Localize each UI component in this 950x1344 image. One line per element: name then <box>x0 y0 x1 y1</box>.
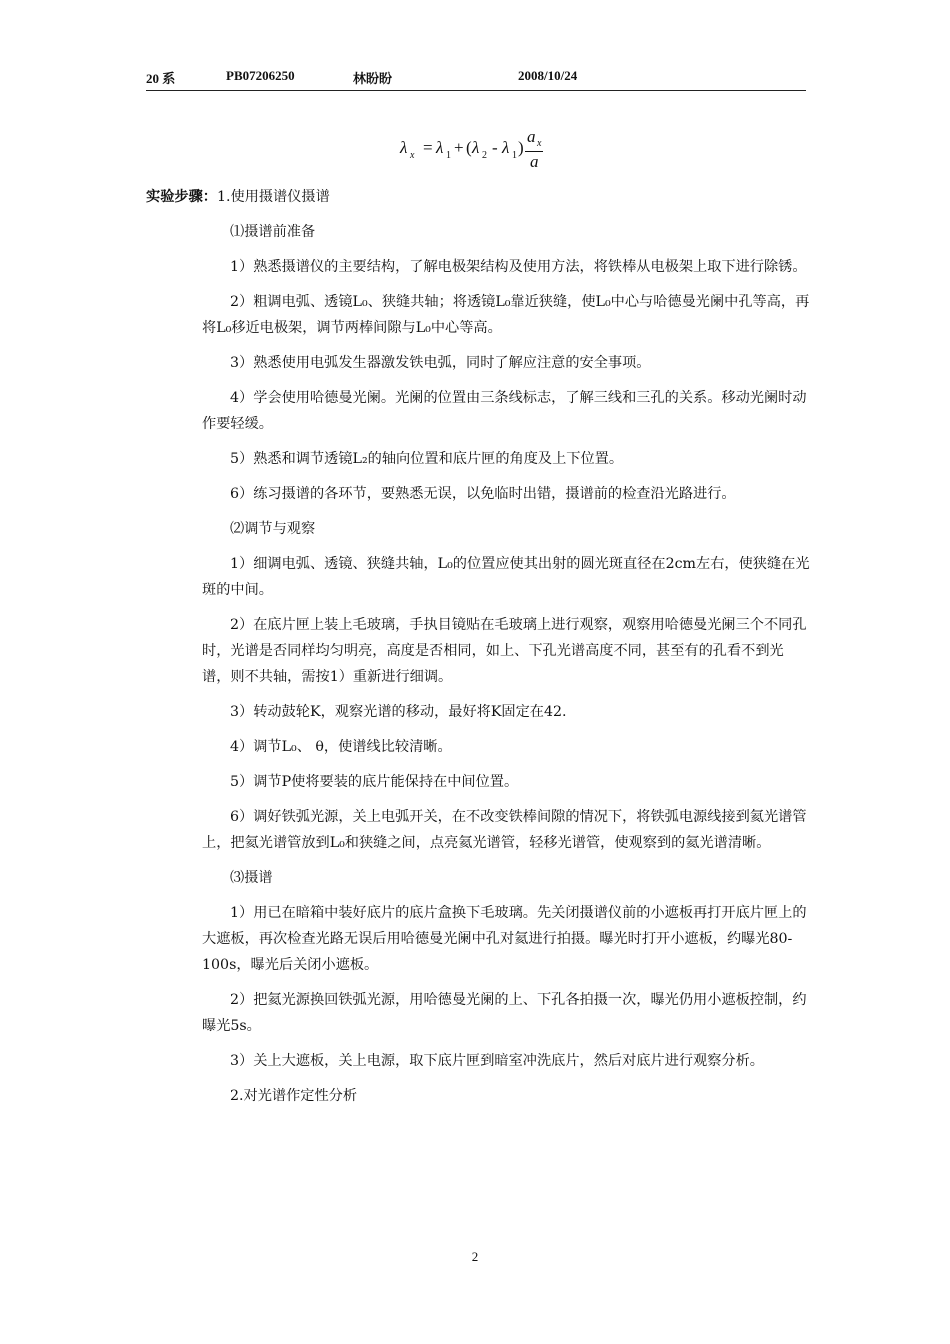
formula-term1: λ <box>436 138 444 157</box>
part1-item: 3）熟悉使用电弧发生器激发铁电弧，同时了解应注意的安全事项。 <box>230 355 651 371</box>
formula-term3-sub: 1 <box>512 150 517 161</box>
formula-lhs-sub: x <box>410 150 415 161</box>
wavelength-formula <box>396 124 566 176</box>
header-date: 2008/10/24 <box>518 68 578 83</box>
formula-open: ( <box>466 138 472 157</box>
formula-lhs: λ <box>400 138 408 157</box>
document-body <box>146 184 810 1109</box>
formula-eq: = <box>423 138 433 157</box>
part3-title: ⑶摄谱 <box>230 870 273 886</box>
part1-item: 5）熟悉和调节透镜L₂的轴向位置和底片匣的角度及上下位置。 <box>230 451 624 467</box>
part1-item: 4）学会使用哈德曼光阑。光阑的位置由三条线标志，了解三线和三孔的关系。移动光阑时动作要轻缓。 <box>202 390 807 432</box>
formula-term1-sub: 1 <box>446 150 451 161</box>
page-number: 2 <box>471 1249 479 1264</box>
part3-item: 2）把氦光源换回铁弧光源，用哈德曼光阑的上、下孔各拍摄一次，曝光仍用小遮板控制，约曝光5s。 <box>202 992 807 1034</box>
formula-plus: + <box>454 138 464 157</box>
part2-item: 4）调节L₀、 θ，使谱线比较清晰。 <box>230 739 452 755</box>
part1-item: 1）熟悉摄谱仪的主要结构，了解电极架结构及使用方法，将铁棒从电极架上取下进行除锈。 <box>230 259 807 275</box>
part2-title: ⑵调节与观察 <box>230 521 316 537</box>
section-label: 实验步骤： <box>146 189 217 205</box>
part2-item: 1）细调电弧、透镜、狭缝共轴，L₀的位置应使其出射的圆光斑直径在2cm左右，使狭缝在光斑的中间。 <box>202 556 810 598</box>
formula-denominator: a <box>530 152 539 171</box>
section2-title: 2.对光谱作定性分析 <box>230 1088 358 1104</box>
part2-item: 3）转动鼓轮K，观察光谱的移动，最好将K固定在42. <box>230 704 567 720</box>
formula-term2: λ <box>472 138 480 157</box>
part1-item: 6）练习摄谱的各环节，要熟悉无误，以免临时出错，摄谱前的检查沿光路进行。 <box>230 486 736 502</box>
section-title: 1.使用摄谱仪摄谱 <box>216 189 330 205</box>
formula-numerator: a <box>527 127 536 146</box>
part1-title: ⑴摄谱前准备 <box>230 224 316 240</box>
part3-item: 1）用已在暗箱中装好底片的底片盒换下毛玻璃。先关闭摄谱仪前的小遮板再打开底片匣上的大遮板，再次检查光路无误后用哈德曼光阑中孔对氦进行拍摄。曝光时打开小遮板，约曝光80-100s，曝光后关闭小遮板。 <box>202 905 807 973</box>
header-dept: 20 系 <box>146 71 176 86</box>
header-name: 林盼盼 <box>353 71 393 86</box>
part1-item: 2）粗调电弧、透镜L₀、狭缝共轴；将透镜L₀靠近狭缝，使L₀中心与哈德曼光阑中孔等高，再将L₀移近电极架，调节两棒间隙与L₀中心等高。 <box>202 294 810 336</box>
section-heading <box>146 184 810 210</box>
part3-item: 3）关上大遮板，关上电源，取下底片匣到暗室冲洗底片，然后对底片进行观察分析。 <box>230 1053 764 1069</box>
part2-item: 5）调节P使将要装的底片能保持在中间位置。 <box>230 774 519 790</box>
part2-item: 6）调好铁弧光源，关上电弧开关，在不改变铁棒间隙的情况下，将铁弧电源线接到氦光谱管上，把氦光谱管放到L₀和狭缝之间，点亮氦光谱管，轻移光谱管，使观察到的氦光谱清晰。 <box>202 809 807 851</box>
formula-term2-sub: 2 <box>482 150 487 161</box>
page-header <box>146 68 806 91</box>
formula-term3: λ <box>502 138 510 157</box>
formula-close: ) <box>518 138 524 157</box>
formula-numerator-sub: x <box>537 138 542 149</box>
formula-minus: - <box>492 138 498 157</box>
part2-item: 2）在底片匣上装上毛玻璃，手执目镜贴在毛玻璃上进行观察，观察用哈德曼光阑三个不同孔时，光谱是否同样均匀明亮，高度是否相同，如上、下孔光谱高度不同，甚至有的孔看不到光谱，则不共轴，需按1）重新进行细调。 <box>202 617 807 685</box>
header-student-id: PB07206250 <box>226 68 295 83</box>
